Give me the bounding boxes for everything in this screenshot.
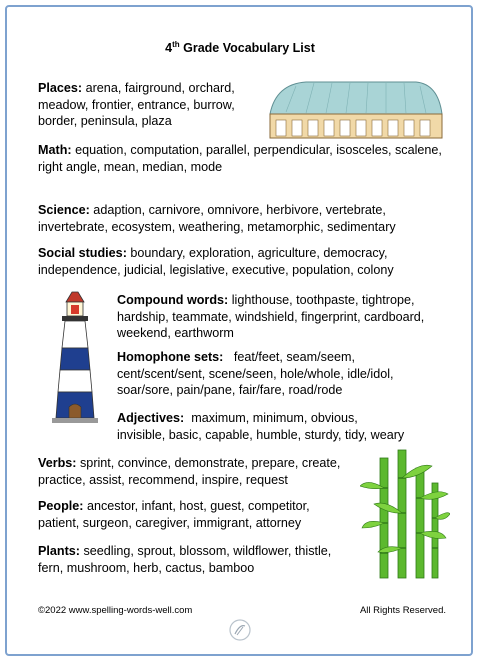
section-people bbox=[38, 498, 338, 531]
section-compound-words bbox=[117, 292, 437, 342]
section-label: Plants: bbox=[38, 544, 80, 558]
section-words: boundary, exploration, agriculture, democracy, independence, judicial, legislative, executive, population, colony bbox=[38, 246, 394, 277]
section-math bbox=[38, 142, 448, 175]
section-plants bbox=[38, 543, 338, 576]
section-label: Math: bbox=[38, 143, 72, 157]
section-words: lighthouse, toothpaste, tightrope, hardship, teammate, windshield, fingerprint, cardboard, weekend, earthworm bbox=[117, 293, 425, 340]
section-label: Science: bbox=[38, 203, 90, 217]
section-label: Adjectives: bbox=[117, 411, 185, 425]
section-homophone-sets bbox=[117, 349, 437, 399]
section-places bbox=[38, 80, 263, 130]
section-label: Social studies: bbox=[38, 246, 127, 260]
section-label: Compound words: bbox=[117, 293, 229, 307]
section-label: Verbs: bbox=[38, 456, 77, 470]
arena-illustration bbox=[266, 78, 446, 140]
section-words: adaption, carnivore, omnivore, herbivore, vertebrate, invertebrate, ecosystem, weathering, metamorphic, sedimentary bbox=[38, 203, 396, 234]
section-words: seedling, sprout, blossom, wildflower, thistle, fern, mushroom, herb, cactus, bamboo bbox=[38, 544, 332, 575]
section-words: feat/feet, seam/seem, cent/scent/sent, scene/seen, hole/whole, idle/idol, soar/sore, pain/pane, fair/fare, road/rode bbox=[117, 350, 398, 397]
section-words: arena, fairground, orchard, meadow, frontier, entrance, burrow, border, peninsula, plaza bbox=[38, 81, 235, 128]
section-social-studies bbox=[38, 245, 448, 278]
rights-text: All Rights Reserved. bbox=[359, 605, 446, 616]
section-label: Homophone sets: bbox=[117, 350, 224, 364]
section-label: People: bbox=[38, 499, 84, 513]
bamboo-illustration bbox=[360, 448, 450, 580]
page-title: 4th Grade Vocabulary List bbox=[165, 40, 315, 56]
section-verbs bbox=[38, 455, 353, 488]
copyright-text: ©2022 www.spelling-words-well.com bbox=[38, 605, 193, 616]
section-adjectives bbox=[117, 410, 407, 443]
section-words: equation, computation, parallel, perpendicular, isosceles, scalene, right angle, mean, median, mode bbox=[38, 143, 442, 174]
section-science bbox=[38, 202, 448, 235]
section-words: sprint, convince, demonstrate, prepare, create, practice, assist, recommend, inspire, request bbox=[38, 456, 341, 487]
section-label: Places: bbox=[38, 81, 83, 95]
section-words: maximum, minimum, obvious, invisible, basic, capable, humble, sturdy, tidy, weary bbox=[117, 411, 405, 442]
lighthouse-illustration bbox=[50, 290, 100, 425]
site-logo-icon bbox=[228, 618, 252, 642]
section-words: ancestor, infant, host, guest, competitor, patient, surgeon, caregiver, immigrant, attorney bbox=[38, 499, 310, 530]
